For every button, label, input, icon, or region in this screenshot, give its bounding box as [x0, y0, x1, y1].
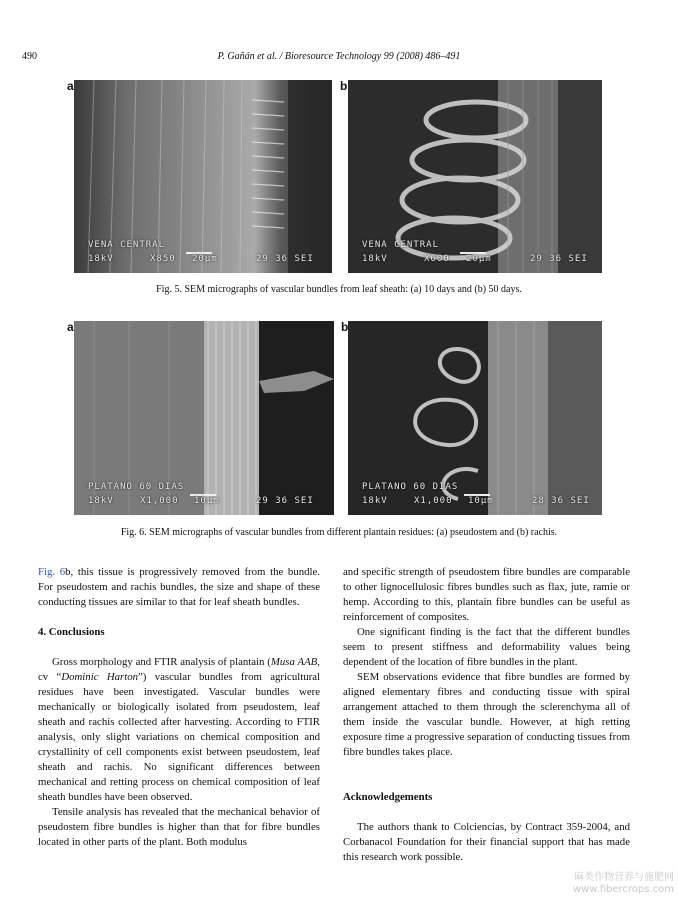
- fig6-micrograph-b: [348, 321, 602, 515]
- fig6-micrograph-a: [74, 321, 334, 515]
- conclusions-paragraph-1: Gross morphology and FTIR analysis of plantain (Musa AAB, cv “Dominic Harton”) vascular bundles from agricultural residues have been investigated. Vascular bundles were mechanically or biologically isolated from pseudostem, leaf sheath and rachis collected after harvesting. According to FTIR analysis, only slight variations on chemical composition and crystallinity of cell components exist between pseudostem, leaf sheath and rachis. No significant differences between mechanical and retting process on chemical composition of leaf sheath bundles have been observed.: [38, 656, 320, 803]
- fig6b-image-code: 28 36 SEI: [532, 496, 590, 506]
- right-paragraph-3: SEM observations evidence that fibre bundles are formed by aligned elementary fibres and conducting tissue with spiral arrangement attached to them through the sclerenchyma all of them inside the vascular bundle. However, at high retting exposure time a progressive separation of conducting tissues from fibre bundles takes place.: [343, 671, 630, 758]
- right-column: [343, 565, 630, 865]
- fig5a-magnification: X850: [150, 254, 176, 264]
- fig6-caption: Fig. 6. SEM micrographs of vascular bundles from different plantain residues: (a) pseudostem and (b) rachis.: [120, 527, 558, 538]
- fig5-caption: Fig. 5. SEM micrographs of vascular bundles from leaf sheath: (a) 10 days and (b) 50 days.: [156, 284, 522, 295]
- fig6a-scale-label: 10µm: [194, 496, 220, 506]
- watermark-line-2: www.fibercrops.com: [572, 884, 674, 895]
- fig5-micrograph-b: [348, 80, 602, 273]
- acknowledgements-heading: Acknowledgements: [343, 791, 433, 803]
- fig5a-scale-label: 20µm: [192, 254, 218, 264]
- fig5-label-b: b: [340, 79, 348, 93]
- fig5b-magnification: X600: [424, 254, 450, 264]
- fig5b-image-code: 29 36 SEI: [530, 254, 588, 264]
- page-header: [0, 51, 678, 65]
- fig5a-sem-databar: [74, 237, 332, 273]
- page-number: 490: [22, 51, 37, 62]
- right-paragraph-1: and specific strength of pseudostem fibre bundles are comparable to other lignocellulosic fibres bundles such as flax, jute, ramie or hemp. According to this, plantain fibre bundles can be useful as reinforcement of composites.: [343, 566, 630, 623]
- conclusions-heading: 4. Conclusions: [38, 626, 105, 638]
- fig5a-sample-name: VENA CENTRAL: [88, 240, 166, 250]
- fig5-micrograph-a: [74, 80, 332, 273]
- fig5b-sem-databar: [348, 237, 602, 273]
- fig5a-voltage: 18kV: [88, 254, 114, 264]
- fig6b-sample-name: PLATANO 60 DIAS: [362, 482, 459, 492]
- acknowledgements-paragraph: The authors thank to Colciencias, by Contract 359-2004, and Corbanacol Foundation for their financial support that has made this research work possible.: [343, 821, 630, 863]
- fig6a-sem-databar: [74, 479, 334, 515]
- left-column: [38, 565, 320, 850]
- fig6-label-b: b: [341, 320, 349, 334]
- fig6-reference-link[interactable]: Fig. 6: [38, 566, 66, 578]
- fig5b-voltage: 18kV: [362, 254, 388, 264]
- fig6-label-a: a: [67, 320, 74, 334]
- fig6b-magnification: X1,000: [414, 496, 453, 506]
- fig5a-image-code: 29 36 SEI: [256, 254, 314, 264]
- running-title: P. Gañán et al. / Bioresource Technology 99 (2008) 486–491: [217, 51, 461, 62]
- fig6a-magnification: X1,000: [140, 496, 179, 506]
- left-intro-paragraph: Fig. 6b, this tissue is progressively removed from the bundle. For pseudostem and rachis bundles, the size and shape of these conducting tissues are similar to that for leaf sheath bundles.: [38, 566, 321, 608]
- fig6a-voltage: 18kV: [88, 496, 114, 506]
- fig5b-scale-label: 20µm: [466, 254, 492, 264]
- fig6b-voltage: 18kV: [362, 496, 388, 506]
- watermark-line-1: 麻类作物营养与施肥网: [574, 872, 674, 883]
- fig6b-sem-databar: [348, 479, 602, 515]
- fig5-label-a: a: [67, 79, 74, 93]
- fig6a-image-code: 29 36 SEI: [256, 496, 314, 506]
- fig6a-sample-name: PLATANO 60 DIAS: [88, 482, 185, 492]
- fig6b-scale-label: 10µm: [468, 496, 494, 506]
- fig5b-sample-name: VENA CENTRAL: [362, 240, 440, 250]
- right-paragraph-2: One significant finding is the fact that the different bundles seem to present stiffness and deformability values being dependent of the location of fibre bundles in the plant.: [343, 626, 630, 668]
- watermark: [548, 872, 674, 896]
- conclusions-paragraph-2: Tensile analysis has revealed that the mechanical behavior of pseudostem fibre bundles is higher than that for fibre bundles located in other parts of the plant. Both modulus: [38, 806, 320, 848]
